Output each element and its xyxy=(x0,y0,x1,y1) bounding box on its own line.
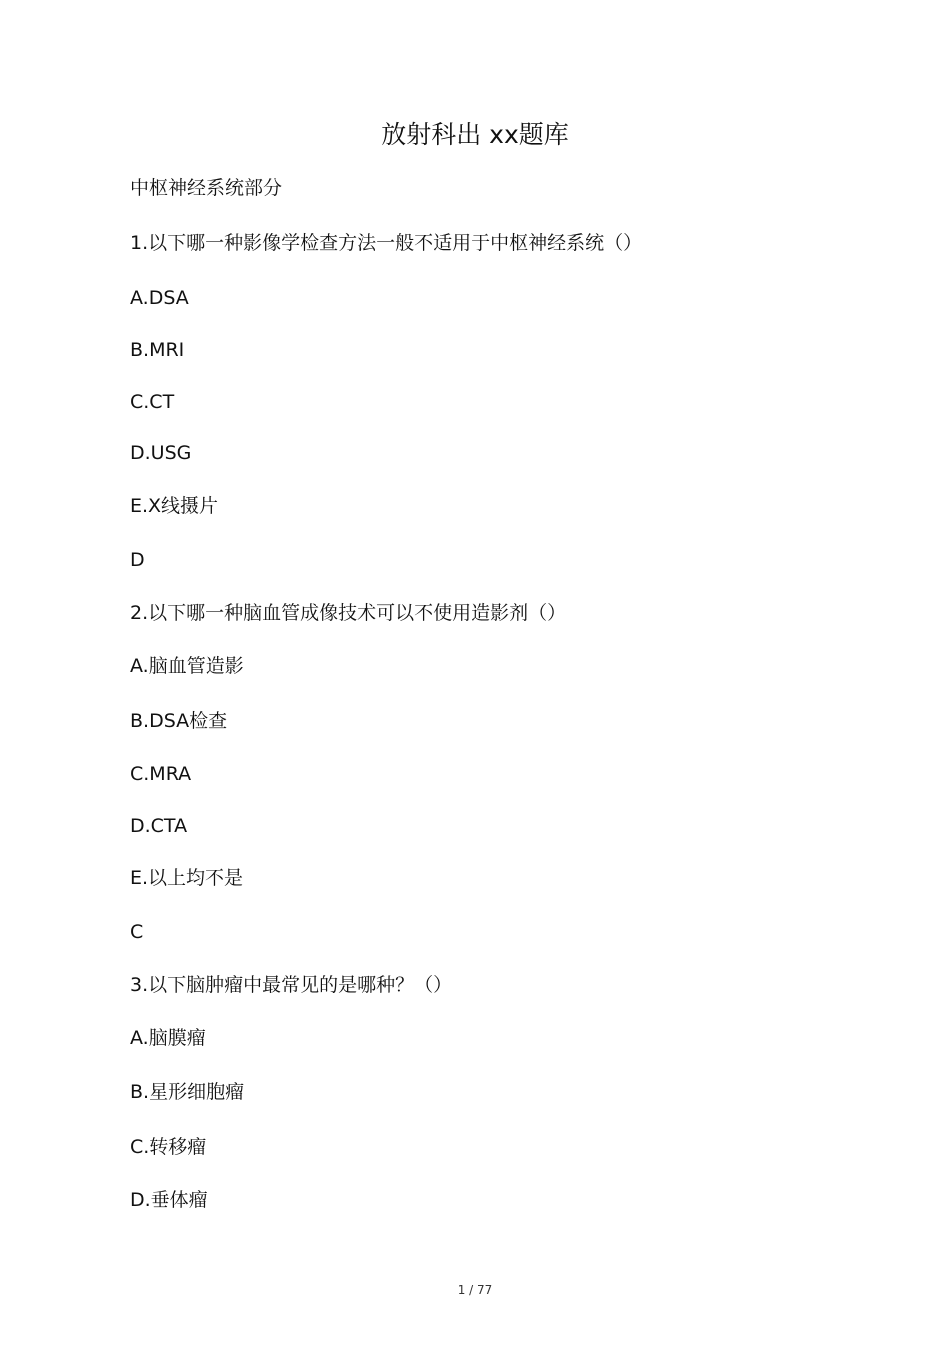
question-3-option-a: A.脑膜瘤 xyxy=(130,1027,206,1049)
question-3-option-d: D.垂体瘤 xyxy=(130,1189,208,1211)
question-1-option-c: C.CT xyxy=(130,391,175,413)
question-2-answer: C xyxy=(130,921,144,943)
question-1-option-a: A.DSA xyxy=(130,287,189,309)
document-title: 放射科出 xx题库 xyxy=(381,120,569,149)
question-3-option-b: B.星形细胞瘤 xyxy=(130,1081,245,1103)
question-2-option-d: D.CTA xyxy=(130,815,188,837)
question-3-option-c: C.转移瘤 xyxy=(130,1136,207,1158)
section-heading: 中枢神经系统部分 xyxy=(130,177,283,199)
question-1-stem: 1.以下哪一种影像学检查方法一般不适用于中枢神经系统（） xyxy=(130,232,643,254)
question-2-stem: 2.以下哪一种脑血管成像技术可以不使用造影剂（） xyxy=(130,602,567,624)
page-indicator: 1 / 77 xyxy=(457,1283,493,1297)
question-2-option-a: A.脑血管造影 xyxy=(130,655,244,677)
question-1-option-e: E.X线摄片 xyxy=(130,495,219,517)
question-2-option-c: C.MRA xyxy=(130,763,192,785)
question-2-option-b: B.DSA检查 xyxy=(130,710,228,732)
question-1-option-b: B.MRI xyxy=(130,339,185,361)
question-1-answer: D xyxy=(130,549,145,571)
question-1-option-d: D.USG xyxy=(130,442,192,464)
question-3-stem: 3.以下脑肿瘤中最常见的是哪种？（） xyxy=(130,974,453,996)
question-2-option-e: E.以上均不是 xyxy=(130,867,244,889)
